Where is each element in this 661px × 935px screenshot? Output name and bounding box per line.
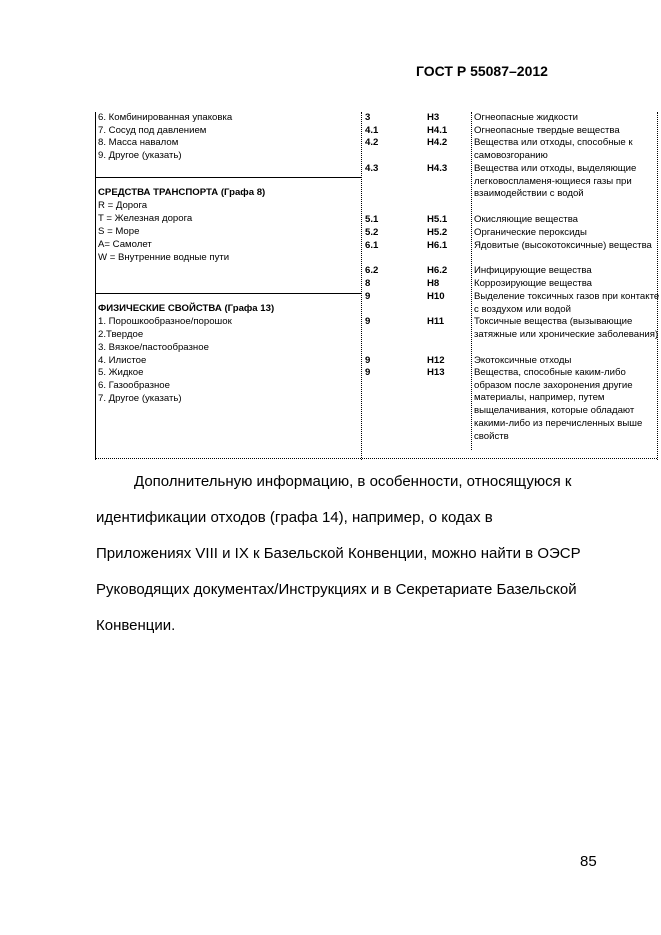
- hazard-description: Вещества, способные каким-либо образом после захоронения другие материалы, например, путем выщелачивания, которые обладают какими-либо из перечисленных выше свойств: [474, 367, 643, 442]
- un-class: 4.2: [365, 137, 379, 148]
- paragraph-line-5: Конвенции.: [96, 617, 176, 634]
- hazard-description: Коррозирующие вещества: [474, 278, 593, 289]
- table-left-border: [95, 112, 96, 460]
- hazard-description: Огнеопасные жидкости: [474, 112, 579, 123]
- hazard-description: Окисляющие вещества: [474, 214, 579, 225]
- transport-inland-water: W = Внутренние водные пути: [98, 252, 230, 263]
- column-divider-1: [361, 112, 362, 460]
- hazard-code: H4.2: [427, 137, 448, 148]
- hazard-code: H6.1: [427, 240, 448, 251]
- hazard-code: H4.1: [427, 125, 448, 136]
- hazard-code: H5.2: [427, 227, 448, 238]
- hazard-code: H13: [427, 367, 445, 378]
- column-divider-2: [471, 112, 472, 450]
- physical-section-heading: ФИЗИЧЕСКИЕ СВОЙСТВА (Графа 13): [98, 303, 275, 314]
- paragraph-line-3: Приложениях VIII и IX к Базельской Конвенции, можно найти в ОЭСР: [96, 545, 581, 562]
- hazard-description: Инфицирующие вещества: [474, 265, 592, 276]
- physical-property-2: 2.Твердое: [98, 329, 144, 340]
- hazard-description: Ядовитые (высокотоксичные) вещества: [474, 240, 652, 251]
- un-class: 6.2: [365, 265, 379, 276]
- un-class: 6.1: [365, 240, 379, 251]
- un-class: 5.2: [365, 227, 379, 238]
- un-class: 3: [365, 112, 371, 123]
- transport-sea: S = Море: [98, 226, 140, 237]
- page-number: 85: [580, 853, 597, 870]
- un-class: 9: [365, 367, 371, 378]
- physical-property-6: 6. Газообразное: [98, 380, 170, 391]
- hazard-code: H12: [427, 355, 445, 366]
- transport-rail: T = Железная дорога: [98, 213, 193, 224]
- paragraph-line-2: идентификации отходов (графа 14), например, о кодах в: [96, 509, 493, 526]
- paragraph-line-4: Руководящих документах/Инструкциях и в Секретариате Базельской: [96, 581, 577, 598]
- package-type-9: 9. Другое (указать): [98, 150, 182, 161]
- physical-property-3: 3. Вязкое/пастообразное: [98, 342, 209, 353]
- table-bottom-border: [95, 458, 657, 460]
- document-standard-header: ГОСТ Р 55087–2012: [416, 63, 548, 79]
- hazard-code: H5.1: [427, 214, 448, 225]
- hazard-description: Органические пероксиды: [474, 227, 587, 238]
- hazard-code: H11: [427, 316, 445, 327]
- hazard-code: H4.3: [427, 163, 448, 174]
- section-divider-transport: [95, 177, 361, 178]
- physical-property-1: 1. Порошкообразное/порошок: [98, 316, 232, 327]
- transport-section-heading: СРЕДСТВА ТРАНСПОРТА (Графа 8): [98, 187, 266, 198]
- hazard-description: Экотоксичные отходы: [474, 355, 572, 366]
- transport-air: A= Самолет: [98, 239, 152, 250]
- hazard-description: Вещества или отходы, выделяющие легковоспламеня-ющиеся газы при взаимодействии с водой: [474, 163, 637, 200]
- un-class: 4.1: [365, 125, 379, 136]
- body-paragraph: [96, 464, 616, 644]
- un-class: 8: [365, 278, 371, 289]
- hazard-description: Вещества или отходы, способные к самовозгоранию: [474, 137, 633, 161]
- physical-property-4: 4. Илистое: [98, 355, 147, 366]
- physical-property-5: 5. Жидкое: [98, 367, 144, 378]
- package-type-6: 6. Комбинированная упаковка: [98, 112, 233, 123]
- hazard-code: H10: [427, 291, 445, 302]
- un-class: 5.1: [365, 214, 379, 225]
- un-class: 9: [365, 355, 371, 366]
- hazard-code: H3: [427, 112, 440, 123]
- hazard-description: Огнеопасные твердые вещества: [474, 125, 620, 136]
- package-type-7: 7. Сосуд под давлением: [98, 125, 207, 136]
- un-class: 9: [365, 316, 371, 327]
- hazard-description: Токсичные вещества (вызывающие затяжные или хронические заболевания): [474, 316, 659, 340]
- paragraph-line-1: Дополнительную информацию, в особенности, относящуюся к: [134, 473, 572, 490]
- un-class: 4.3: [365, 163, 379, 174]
- un-class: 9: [365, 291, 371, 302]
- transport-road: R = Дорога: [98, 200, 148, 211]
- hazard-code: H6.2: [427, 265, 448, 276]
- package-type-8: 8. Масса навалом: [98, 137, 179, 148]
- hazard-description: Выделение токсичных газов при контакте с воздухом или водой: [474, 291, 660, 315]
- section-divider-physical: [95, 293, 361, 294]
- hazard-code: H8: [427, 278, 440, 289]
- physical-property-7: 7. Другое (указать): [98, 393, 182, 404]
